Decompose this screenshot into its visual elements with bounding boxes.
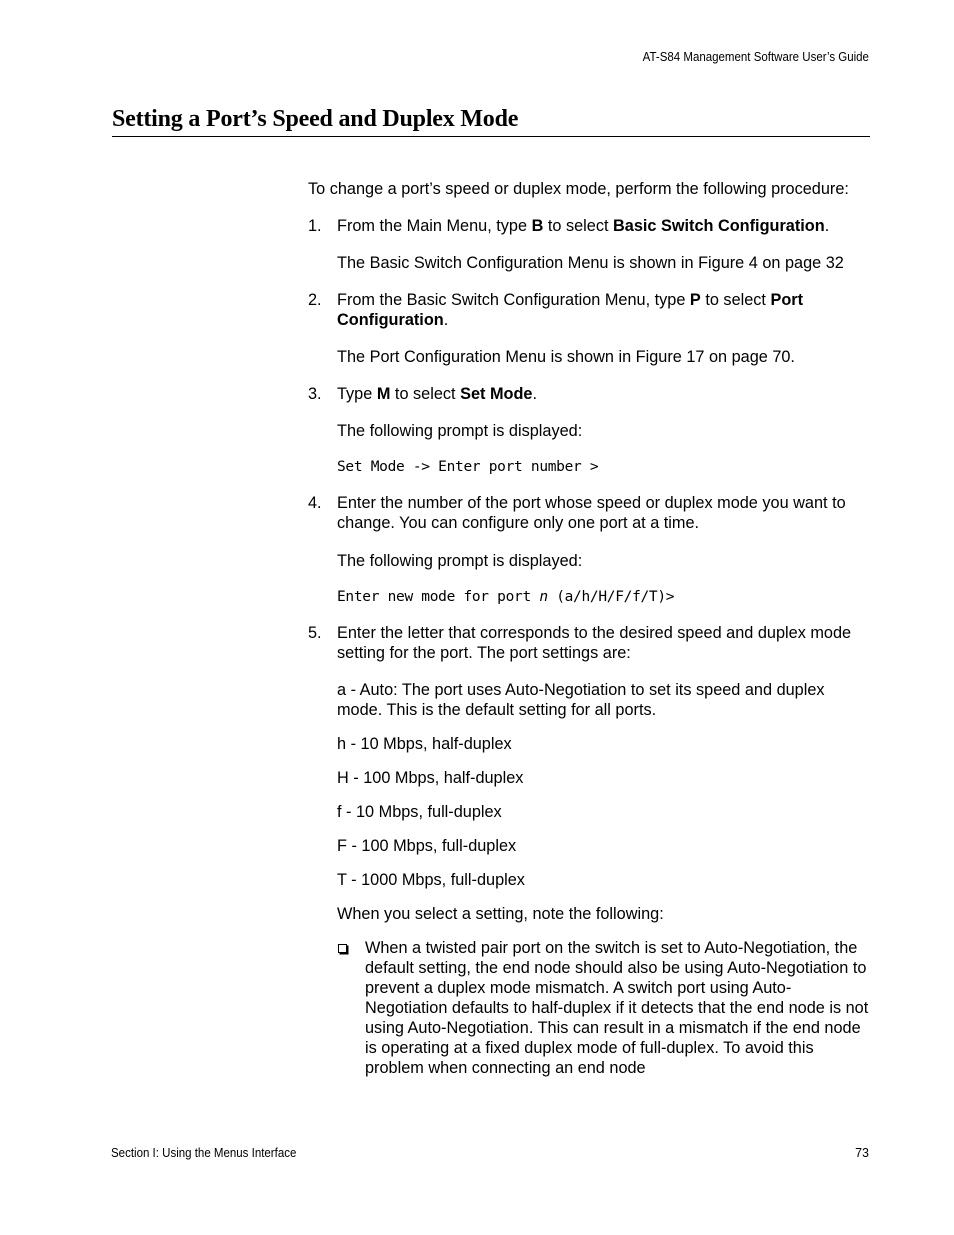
step-1-note: The Basic Switch Configuration Menu is shown in Figure 4 on page 32 [337,254,844,272]
step-number: 4. [308,494,322,512]
text-run: to select [543,217,614,235]
port-setting-option: H - 100 Mbps, half-duplex [337,769,524,787]
intro-paragraph: To change a port’s speed or duplex mode, perform the following procedure: [308,180,849,198]
step-number: 5. [308,624,322,642]
step-4-prompt [337,587,873,607]
step-1 [308,216,873,236]
port-setting-option: h - 10 Mbps, half-duplex [337,735,512,753]
prompt-variable: n [539,589,548,605]
bullet-item [337,938,873,1078]
section-title: Setting a Port’s Speed and Duplex Mode [112,106,870,137]
checkbox-bullet-icon [337,938,365,1078]
step-text [337,290,873,330]
text-run: to select [700,291,771,309]
port-setting-option: F - 100 Mbps, full-duplex [337,837,517,855]
step-2-note: The Port Configuration Menu is shown in Figure 17 on page 70. [337,348,795,366]
step-3 [308,384,873,404]
text-run: to select [390,385,461,403]
step-2 [308,290,873,330]
step-3-note: The following prompt is displayed: [337,422,583,440]
step-number: 3. [308,385,322,403]
step-text: Enter the number of the port whose speed or duplex mode you want to change. You can configure only one port at a time. [337,494,846,532]
bullet-text: When a twisted pair port on the switch is set to Auto-Negotiation, the default setting, the end node should also be using Auto-Negotiation to prevent a duplex mode mismatch. A switch port using Auto-Negotiation defaults to half-duplex if it detects that the end node is not using Auto-Negotiation. This can result in a mismatch if the end node is operating at a fixed duplex mode of full-duplex. To avoid this problem when connecting an end node [365,939,869,1077]
menu-key: P [689,291,701,309]
menu-option: Set Mode [460,385,533,403]
text-run: . [532,385,537,403]
text-run: From the Main Menu, type [337,217,532,235]
step-text [337,216,873,236]
step-5 [308,623,873,663]
step-4-note: The following prompt is displayed: [337,552,583,570]
step-text: Enter the letter that corresponds to the desired speed and duplex mode setting for the port. The port settings are: [337,624,852,662]
port-setting-option: a - Auto: The port uses Auto-Negotiation to set its speed and duplex mode. This is the default setting for all ports. [337,681,825,719]
step-5-note: When you select a setting, note the following: [337,905,664,923]
port-setting-option: T - 1000 Mbps, full-duplex [337,871,525,889]
text-run: Type [337,385,377,403]
content-body [308,179,873,1078]
port-setting-option: f - 10 Mbps, full-duplex [337,803,502,821]
text-run: From the Basic Switch Configuration Menu, type [337,291,690,309]
menu-key: B [531,217,544,235]
prompt-text: Enter new mode for port [337,589,540,605]
text-run: . [443,311,449,329]
step-number: 2. [308,291,322,309]
footer-page-number: 73 [855,1146,869,1160]
step-4 [308,493,873,533]
menu-key: M [376,385,391,403]
menu-option: Port Configuration [337,291,804,329]
menu-option: Basic Switch Configuration [613,217,825,235]
step-number: 1. [308,217,322,235]
running-header: AT-S84 Management Software User’s Guide [642,50,869,64]
step-text [337,384,873,404]
step-3-prompt: Set Mode -> Enter port number > [337,459,599,475]
footer-section: Section I: Using the Menus Interface [111,1146,297,1160]
prompt-text: (a/h/H/F/f/T)> [547,589,675,605]
text-run: . [824,217,830,235]
